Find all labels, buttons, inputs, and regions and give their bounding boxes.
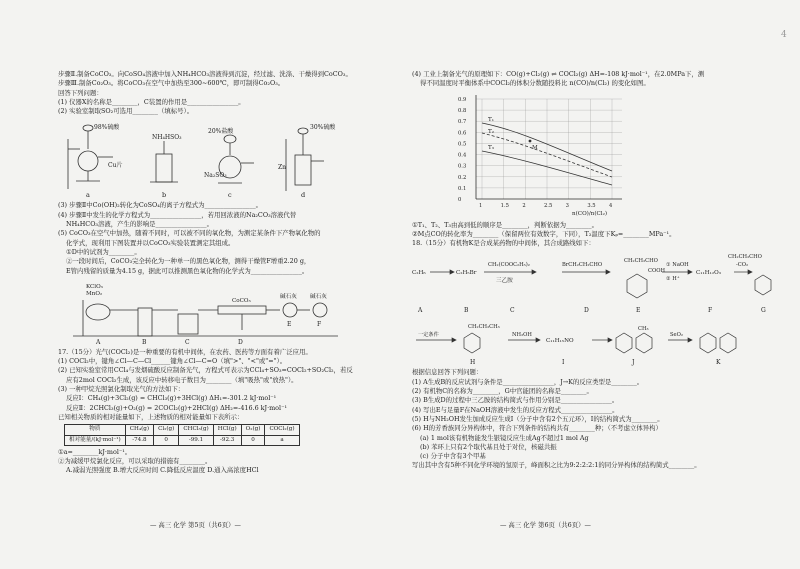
table-header-row	[65, 425, 300, 435]
table-cell: 0	[154, 435, 179, 445]
text-line: (6) H的芳香族同分异构体中，符合下列条件的结构共有________种；（不考虑立体异构）	[412, 424, 662, 433]
scheme-text: CH₃	[638, 326, 649, 333]
compound-letter: C	[510, 307, 515, 315]
table-cell: 0	[241, 435, 265, 445]
fig-text: 20%盐酸	[208, 128, 234, 136]
text-line: 写出其中含有5种不同化学环境的氢原子，峰面积之比为9:2:2:2:1的同分异构体的结构简式________。	[412, 461, 701, 470]
question-17: 17.（15分）光气(COCl₂)是一种重要的有机中间体，在农药、医药等方面有着广泛应用。	[58, 347, 312, 356]
y-tick-label: 0.3	[458, 163, 467, 170]
table-cell: -99.1	[179, 435, 213, 445]
compound-letter: K	[716, 359, 721, 367]
text-line: (4) 写出E与足量F在NaOH溶液中发生的反应方程式________________。	[412, 405, 619, 414]
x-axis-label: n(CO)/n(Cl₂)	[572, 210, 607, 217]
table-cell: CH₄(g)	[125, 425, 153, 435]
text-line: A.减弱光照强度 B.增大反应时间 C.降低反应温度 D.通入高浓度HCl	[66, 466, 259, 475]
app-letter: D	[238, 338, 243, 346]
compound-letter: G	[761, 307, 766, 315]
x-tick-label: 4	[609, 202, 613, 209]
scheme-text: 一定条件	[418, 332, 439, 339]
y-tick-label: 0.1	[458, 185, 467, 192]
page-footer-left: — 高三 化学 第5页（共6页）—	[150, 521, 241, 529]
x-tick-label: 3.5	[587, 202, 596, 209]
table-cell: a	[265, 435, 299, 445]
left-column	[58, 70, 418, 476]
scheme-svg-2	[412, 320, 772, 366]
text-line: (1) A生成B的反应试剂与条件是________________，J→K的反应类型是________。	[412, 377, 644, 386]
fig-label: b	[162, 191, 167, 200]
table-cell: 物质	[65, 425, 126, 435]
text-line: ①a=________kJ·mol⁻¹。	[58, 447, 132, 456]
text-line: (b) 苯环上只有2个取代基且处于对位，核磁共振	[420, 442, 557, 451]
text-line: (4) 工业上制备光气的原理如下：CO(g)+Cl₂(g) ⇌ COCl₂(g) ΔH=-108 kJ·mol⁻¹，在2.0MPa下，测	[412, 70, 705, 78]
text-line: (2) 实验室制取SO₂可选用________（填标号）。	[58, 107, 194, 116]
curve-label: T₂	[488, 128, 494, 135]
apparatus-train	[58, 278, 418, 346]
text-line: 化学式，现利用下图装置并以CoCO₃实验装置测定其组成。	[66, 238, 235, 247]
y-tick-label: 0.5	[458, 141, 467, 148]
table-cell: O₂(g)	[241, 425, 265, 435]
table-cell: COCl₂(g)	[265, 425, 299, 435]
y-tick-label: 0.6	[458, 129, 467, 136]
scheme-text: COOH	[648, 268, 665, 275]
page-footer-right: — 高三 化学 第6页（共6页）—	[500, 521, 591, 529]
right-column	[412, 70, 772, 471]
scheme-text: CH₂CH₂CHO	[728, 254, 762, 261]
app-label: CoCO₃	[232, 297, 251, 304]
scheme-text: CH₂CH₂CHO	[624, 258, 658, 265]
table-cell: -92.3	[213, 435, 241, 445]
x-tick-label: 2.5	[544, 202, 553, 209]
y-tick-label: 0.9	[458, 96, 467, 103]
x-tick-label: 1.5	[500, 202, 509, 209]
text-line: (2) 有机物C的名称为________，G中官能团的名称是________。	[412, 387, 593, 396]
scheme-text: CH₂(COOC₂H₅)₂	[488, 262, 530, 269]
table-cell: CHCl₃(g)	[179, 425, 213, 435]
compound-letter: I	[562, 359, 565, 367]
scheme-text: BrCH₂CH₂CHO	[562, 262, 603, 269]
app-label: 碱石灰	[280, 293, 297, 300]
app-label: KClO₃	[86, 283, 103, 290]
scheme-text: CH₂CH₂CH₃	[468, 324, 500, 331]
curve-label: T₁	[488, 116, 494, 123]
app-letter: F	[317, 320, 322, 328]
app-letter: B	[142, 338, 147, 346]
scheme-text: C₁₁H₁₅NO	[546, 338, 574, 345]
app-letter: A	[96, 338, 101, 346]
scheme-text: -CO₂	[736, 262, 749, 269]
text-line: (2) 已知实验室常用CCl₄与发烟硫酸反应制备光气，方程式可表示为CCl₄+SO₃=COCl₂+SO₂Cl₂，若反	[58, 366, 353, 375]
fig-label: c	[228, 191, 232, 200]
text-line: E管内残留的质量为4.15 g，据此可以推测黑色氧化物的化学式为________________。	[66, 266, 309, 275]
x-tick-label: 2	[522, 202, 526, 209]
scheme-text: C₂H₅Br	[456, 270, 477, 277]
compound-letter: A	[418, 307, 423, 315]
fig-text: NH₄HSO₃	[152, 134, 182, 142]
text-line: 回答下列问题：	[58, 88, 103, 97]
text-line: 步骤Ⅱ.制备CoCO₃。向CoSO₄溶液中加入NH₄HCO₃溶液得到沉淀，经过滤、洗涤、干燥得到CoCO₃。	[58, 70, 352, 78]
page-edge-mark: 4	[781, 30, 787, 40]
app-letter: C	[185, 338, 190, 346]
apparatus-drawing	[58, 119, 358, 199]
text-line: (5) CoCO₃在空气中加热，随着不同时，可以被不同的氧化物，为测定某条件下产物氧化物的	[58, 229, 321, 238]
text-line: 反应Ⅱ：2CHCl₃(g)+O₂(g) = 2COCl₂(g)+2HCl(g) ΔH₂=-416.6 kJ·mol⁻¹	[66, 403, 288, 412]
table-cell: -74.8	[125, 435, 153, 445]
fig-text: 98%硫酸	[94, 124, 120, 132]
fig-text: Zn	[278, 164, 287, 172]
text-line: 反应Ⅰ：CH₄(g)+3Cl₂(g) = CHCl₃(g)+3HCl(g) ΔH₁=-301.2 kJ·mol⁻¹	[66, 394, 277, 403]
y-tick-label: 0	[458, 196, 462, 203]
y-tick-label: 0.4	[458, 152, 467, 159]
synthesis-scheme-1	[412, 250, 772, 318]
scheme-text: ② H⁺	[666, 276, 680, 283]
text-line: (3) B生成D的过程中三乙胺的结构简式与作用分别是________________。	[412, 396, 619, 405]
curve-label: T₃	[488, 144, 494, 151]
synthesis-scheme-2	[412, 320, 772, 366]
fig-label: d	[301, 191, 306, 200]
table-cell: Cl₂(g)	[154, 425, 179, 435]
app-label: MnO₂	[86, 290, 103, 297]
scheme-text: ① NaOH	[666, 262, 689, 269]
text-line: (3) 步骤Ⅱ中Co(OH)₂转化为CoSO₄的离子方程式为________________。	[58, 201, 263, 210]
text-line: ①D中的试剂为________。	[66, 247, 141, 256]
question-18: 18.（15分）有机物K是合成某药物的中间体，其合成路线如下：	[412, 239, 595, 248]
compound-letter: B	[464, 307, 469, 315]
apparatus-train-drawing	[58, 278, 358, 346]
apparatus-figures	[58, 119, 418, 199]
text-line: NH₄HCO₃溶液，产生的影响是________________。	[66, 220, 214, 229]
text-line: (3) 一种甲烷光照氯化制取光气的方法如下：	[58, 385, 185, 394]
compound-letter: H	[470, 359, 476, 367]
graph-svg	[452, 91, 632, 219]
y-tick-label: 0.2	[458, 174, 467, 181]
scheme-text: C₂H₆	[412, 270, 426, 277]
fig-text: 30%硫酸	[310, 124, 336, 132]
text-line: 根据信息回答下列问题：	[412, 368, 483, 377]
table-cell: HCl(g)	[213, 425, 241, 435]
compound-letter: E	[636, 307, 641, 315]
table-cell: 相对能量/(kJ·mol⁻¹)	[65, 435, 126, 445]
scheme-text: SeO₂	[670, 332, 683, 339]
app-letter: E	[287, 320, 292, 328]
compound-letter: J	[632, 359, 635, 367]
text-line: ②M点CO的转化率为________（保留两位有效数字，下同），T₂温度下Kₚ=________MPa⁻¹。	[412, 229, 676, 238]
equilibrium-graph	[452, 91, 632, 219]
app-label: 碱石灰	[310, 293, 327, 300]
text-line: (a) 1 mol该有机物能发生银镜反应生成Ag不超过1 mol Ag	[420, 433, 589, 442]
text-line: (5) H与NH₂OH发生加成反应生成I（分子中含有2个五元环），I的结构简式为________。	[412, 414, 664, 423]
fig-label: a	[86, 191, 90, 200]
text-line: 步骤Ⅲ.制备Co₂O₃。将CoCO₃在空气中加热至300~600℃，即可制得Co₂O₃。	[58, 79, 285, 88]
compound-letter: D	[584, 307, 589, 315]
scheme-text: NH₂OH	[512, 332, 532, 339]
y-tick-label: 0.8	[458, 107, 467, 114]
text-line: ②为减缓甲烷氯化反应，可以采取的措施有________。	[58, 457, 212, 466]
x-tick-label: 1	[479, 202, 483, 209]
text-line: ②一段时间后，CoCO₃完全转化为一种单一的黑色氧化物，测得干燥管F增重2.20 g，	[66, 257, 311, 266]
energy-table	[64, 424, 300, 446]
text-line: 应有2mol COCl₂生成，该反应中转移电子数目为________（填"吸热"或"放热"）。	[66, 375, 298, 384]
text-line: (1) 仪器X的名称是________，C装置的作用是________________。	[58, 97, 245, 106]
text-line: 得不同温度时平衡体系中COCl₂的体积分数随投料比 n(CO)/n(Cl₂) 的变化如图。	[420, 79, 650, 88]
y-tick-label: 0.7	[458, 118, 467, 125]
scheme-text: C₁₁H₁₂O₃	[696, 270, 721, 277]
text-line: (4) 步骤Ⅱ中发生的化学方程式为________________，若用回浓液的Na₂CO₃溶液代替	[58, 210, 297, 219]
fig-text: Na₂SO₃	[204, 172, 227, 180]
table-row	[65, 435, 300, 445]
text-line: (1) COCl₂中，键角∠Cl—C—Cl______键角∠Cl—C=O（填">"、"<"或"="）。	[58, 357, 287, 366]
fig-text: Cu片	[108, 162, 123, 170]
text-line: (c) 分子中含有3个甲基	[420, 452, 486, 461]
text-line: 已知相关物质的相对能量如下，上述物质的相对能量如下表所示：	[58, 412, 244, 421]
x-tick-label: 3	[565, 202, 569, 209]
text-line: ①T₁、T₂、T₃由高到低的顺序是________，判断依据为________。	[412, 220, 598, 229]
curve-label: M	[532, 144, 538, 151]
scheme-svg-1	[412, 250, 772, 318]
compound-letter: F	[708, 307, 713, 315]
scheme-text: 三乙胺	[496, 278, 513, 285]
